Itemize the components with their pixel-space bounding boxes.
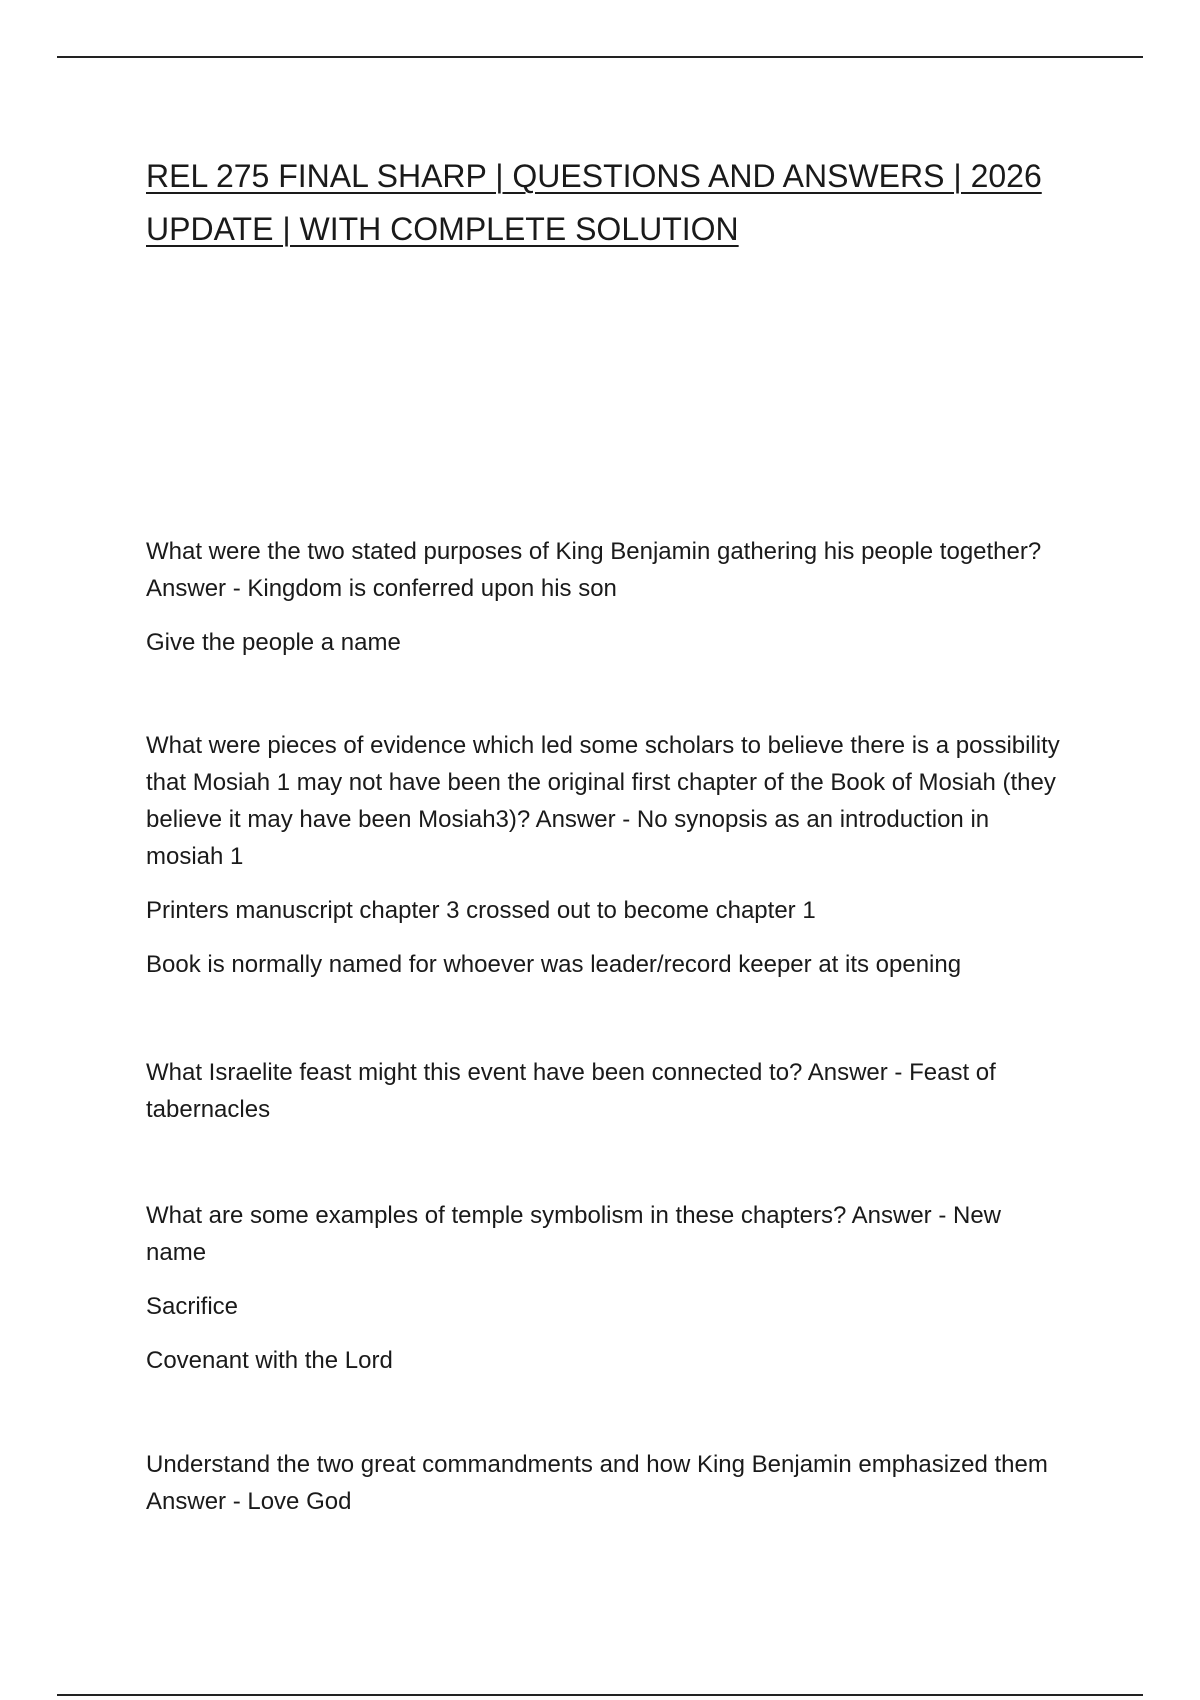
bottom-rule bbox=[57, 1694, 1143, 1696]
qa-answer-line: Give the people a name bbox=[146, 629, 401, 656]
qa-question: What were pieces of evidence which led some scholars to believe there is a possibility that Mosiah 1 may not have been the original first chapter of the Book of Mosiah (they believe it may have been Mosiah3)? Answer - No synopsis as an introduction in mosiah 1 bbox=[146, 732, 1060, 870]
qa-question: Understand the two great commandments and how King Benjamin emphasized them Answer - Love God bbox=[146, 1451, 1048, 1515]
qa-question: What are some examples of temple symbolism in these chapters? Answer - New name bbox=[146, 1202, 1002, 1266]
qa-item bbox=[146, 533, 1066, 661]
qa-answer-line: Printers manuscript chapter 3 crossed out to become chapter 1 bbox=[146, 897, 816, 924]
qa-answer-line: Covenant with the Lord bbox=[146, 1347, 393, 1374]
qa-item bbox=[146, 727, 1066, 983]
qa-answer-line: Sacrifice bbox=[146, 1293, 239, 1320]
document-title: REL 275 FINAL SHARP | QUESTIONS AND ANSWERS | 2026 UPDATE | WITH COMPLETE SOLUTION bbox=[146, 158, 1042, 247]
qa-question: What Israelite feast might this event have been connected to? Answer - Feast of tabernacles bbox=[146, 1059, 996, 1123]
qa-question: What were the two stated purposes of King Benjamin gathering his people together? Answer - Kingdom is conferred upon his son bbox=[146, 538, 1042, 602]
qa-item bbox=[146, 1054, 1066, 1128]
top-rule bbox=[57, 56, 1143, 58]
qa-item bbox=[146, 1446, 1066, 1520]
qa-item bbox=[146, 1197, 1066, 1379]
qa-content bbox=[146, 533, 1066, 1590]
qa-answer-line: Book is normally named for whoever was leader/record keeper at its opening bbox=[146, 951, 962, 978]
